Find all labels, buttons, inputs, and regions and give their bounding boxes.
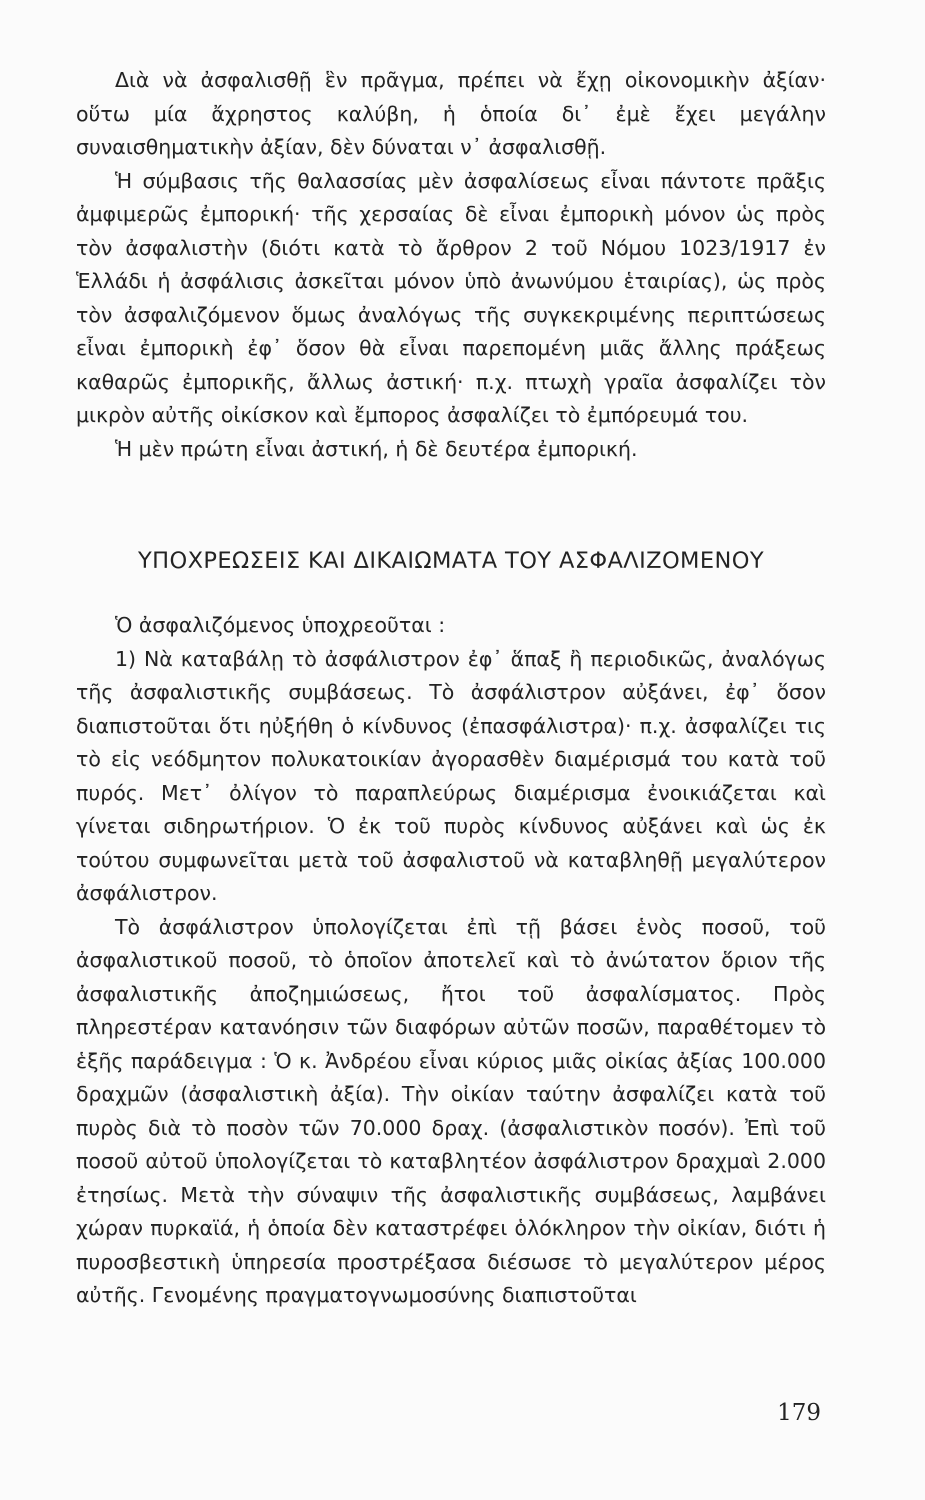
text-section-1 — [76, 64, 826, 466]
paragraph-insurable-value: Διὰ νὰ ἀσφαλισθῇ ἓν πρᾶγμα, πρέπει νὰ ἔχῃ οἰκονομικὴν ἀξίαν· οὕτω μία ἄχρηστος καλύβη, ἡ ὁποία δι᾽ ἐμὲ ἔχει μεγάλην συναισθηματικὴν ἀξίαν, δὲν δύναται ν᾽ ἀσφαλισθῇ. — [76, 68, 826, 159]
paragraph-contract-nature: Ἡ σύμβασις τῆς θαλασσίας μὲν ἀσφαλίσεως εἶναι πάντοτε πρᾶξις ἀμφιμερῶς ἐμπορική· τῆς χερσαίας δὲ εἶναι ἐμπορικὴ μόνον ὡς πρὸς τὸν ἀσφαλιστὴν (διότι κατὰ τὸ ἄρθρον 2 τοῦ Νόμου 1023/1917 ἐν Ἑλλάδι ἡ ἀσφάλισις ἀσκεῖται μόνον ὑπὸ ἀνωνύμου ἑταιρίας), ὡς πρὸς τὸν ἀσφαλιζόμενον ὅμως ἀναλόγως τῆς συγκεκριμένης περιπτώσεως εἶναι ἐμπορικὴ ἐφ᾽ ὅσον θὰ εἶναι παρεπομένη μιᾶς ἄλλης πράξεως καθαρῶς ἐμπορικῆς, ἄλλως ἀστική· π.χ. πτωχὴ γραῖα ἀσφαλίζει τὸν μικρὸν αὐτῆς οἰκίσκον καὶ ἔμπορος ἀσφαλίζει τὸ ἐμπόρευμά του. — [76, 168, 826, 427]
section-heading: ΥΠΟΧΡΕΩΣΕΙΣ ΚΑΙ ΔΙΚΑΙΩΜΑΤΑ ΤΟΥ ΑΣΦΑΛΙΖΟΜΕΝΟΥ — [138, 548, 764, 574]
paragraph-obligation-1: 1) Νὰ καταβάλῃ τὸ ἀσφάλιστρον ἐφ᾽ ἅπαξ ἢ περιοδικῶς, ἀναλόγως τῆς ἀσφαλιστικῆς συμβάσεως. Τὸ ἀσφάλιστρον αὐξάνει, ἐφ᾽ ὅσον διαπιστοῦται ὅτι ηὐξήθη ὁ κίνδυνος (ἐπασφάλιστρα)· π.χ. ἀσφαλίζει τις τὸ εἰς νεόδμητον πολυκατοικίαν ἀγορασθὲν διαμέρισμά του κατὰ τοῦ πυρός. Μετ᾽ ὀλίγον τὸ παραπλεύρως διαμέρισμα ἐνοικιάζεται καὶ γίνεται σιδηρωτήριον. Ὁ ἐκ τοῦ πυρὸς κίνδυνος αὐξάνει καὶ ὡς ἐκ τούτου συμφωνεῖται μετὰ τοῦ ἀσφαλιστοῦ νὰ καταβληθῇ μεγαλύτερον ἀσφάλιστρον. — [76, 646, 826, 905]
page-number: 179 — [777, 1400, 821, 1426]
paragraph-obligations-intro: Ὁ ἀσφαλιζόμενος ὑποχρεοῦται : — [114, 613, 446, 637]
paragraph-premium-calculation: Τὸ ἀσφάλιστρον ὑπολογίζεται ἐπὶ τῇ βάσει ἑνὸς ποσοῦ, τοῦ ἀσφαλιστικοῦ ποσοῦ, τὸ ὁποῖον ἀποτελεῖ καὶ τὸ ἀνώτατον ὅριον τῆς ἀσφαλιστικῆς ἀποζημιώσεως, ἤτοι τοῦ ἀσφαλίσματος. Πρὸς πληρεστέραν κατανόησιν τῶν διαφόρων αὐτῶν ποσῶν, παραθέτομεν τὸ ἑξῆς παράδειγμα : Ὁ κ. Ἀνδρέου εἶναι κύριος μιᾶς οἰκίας ἀξίας 100.000 δραχμῶν (ἀσφαλιστικὴ ἀξία). Τὴν οἰκίαν ταύτην ἀσφαλίζει κατὰ τοῦ πυρὸς διὰ τὸ ποσὸν τῶν 70.000 δραχ. (ἀσφαλιστικὸν ποσόν). Ἐπὶ τοῦ ποσοῦ αὐτοῦ ὑπολογίζεται τὸ καταβλητέον ἀσφάλιστρον δραχμαὶ 2.000 ἐτησίως. Μετὰ τὴν σύναψιν τῆς ἀσφαλιστικῆς συμβάσεως, λαμβάνει χώραν πυρκαϊά, ἡ ὁποία δὲν καταστρέφει ὁλόκληρον τὴν οἰκίαν, διότι ἡ πυροσβεστικὴ ὑπηρεσία προστρέξασα διέσωσε τὸ μεγαλύτερον μέρος αὐτῆς. Γενομένης πραγματογνωμοσύνης διαπιστοῦται — [76, 914, 826, 1307]
text-section-2 — [76, 609, 826, 1313]
paragraph-civil-commercial: Ἡ μὲν πρώτη εἶναι ἀστική, ἡ δὲ δευτέρα ἐμπορική. — [114, 436, 638, 461]
